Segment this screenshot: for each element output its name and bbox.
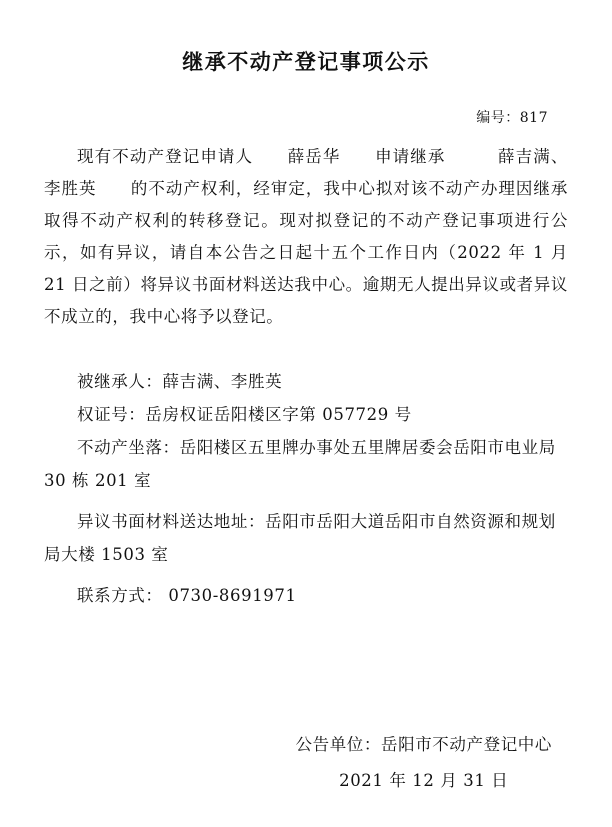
detail-property-location [44, 431, 568, 497]
detail-value: 0730-8691971 [162, 586, 297, 605]
heirs-inline: 薛吉满、李胜英 [44, 147, 568, 198]
body-intro-text: 现有不动产登记申请人 [77, 147, 254, 166]
body-main-text: 的不动产权利，经审定，我中心拟对该不动产办理因继承取得不动产权利的转移登记。现对拟登记的不动产登记事项进行公示，如有异议，请自本公告之日起十五个工作日内（2022 年 1 月 21 日之前）将异议书面材料送达我中心。逾期无人提出异议或者异议不成立的，我中心将予以登记。 [44, 179, 568, 326]
detail-label: 联系方式： [77, 586, 163, 605]
detail-contact [44, 579, 568, 612]
detail-value: 岳房权证岳阳楼区字第 057729 号 [145, 405, 412, 424]
applicant-name: 薛岳华 [287, 147, 341, 166]
detail-label: 不动产坐落： [77, 438, 180, 457]
issue-date: 2021 年 12 月 31 日 [339, 771, 509, 790]
detail-label: 被继承人： [77, 372, 163, 391]
detail-value: 薛吉满、李胜英 [162, 372, 283, 391]
announcement-body [44, 141, 568, 333]
signoff-block [296, 727, 553, 799]
inherit-text: 申请继承 [374, 147, 446, 166]
issuing-authority: 公告单位：岳阳市不动产登记中心 [295, 735, 552, 754]
detail-label: 权证号： [77, 405, 146, 424]
detail-objection-address [44, 505, 568, 571]
document-number: 编号：817 [476, 110, 548, 126]
detail-value: 岳阳楼区五里牌办事处五里牌居委会岳阳市电业局 30 栋 201 室 [44, 438, 556, 490]
document-page [0, 46, 612, 827]
detail-certificate-number [44, 398, 568, 431]
details-list [44, 365, 568, 612]
detail-value: 岳阳市岳阳大道岳阳市自然资源和规划局大楼 1503 室 [44, 512, 556, 564]
detail-label: 异议书面材料送达地址： [77, 512, 266, 531]
page-title: 继承不动产登记事项公示 [182, 49, 430, 74]
announcement-paragraph [44, 141, 568, 333]
detail-decedents [44, 365, 568, 398]
